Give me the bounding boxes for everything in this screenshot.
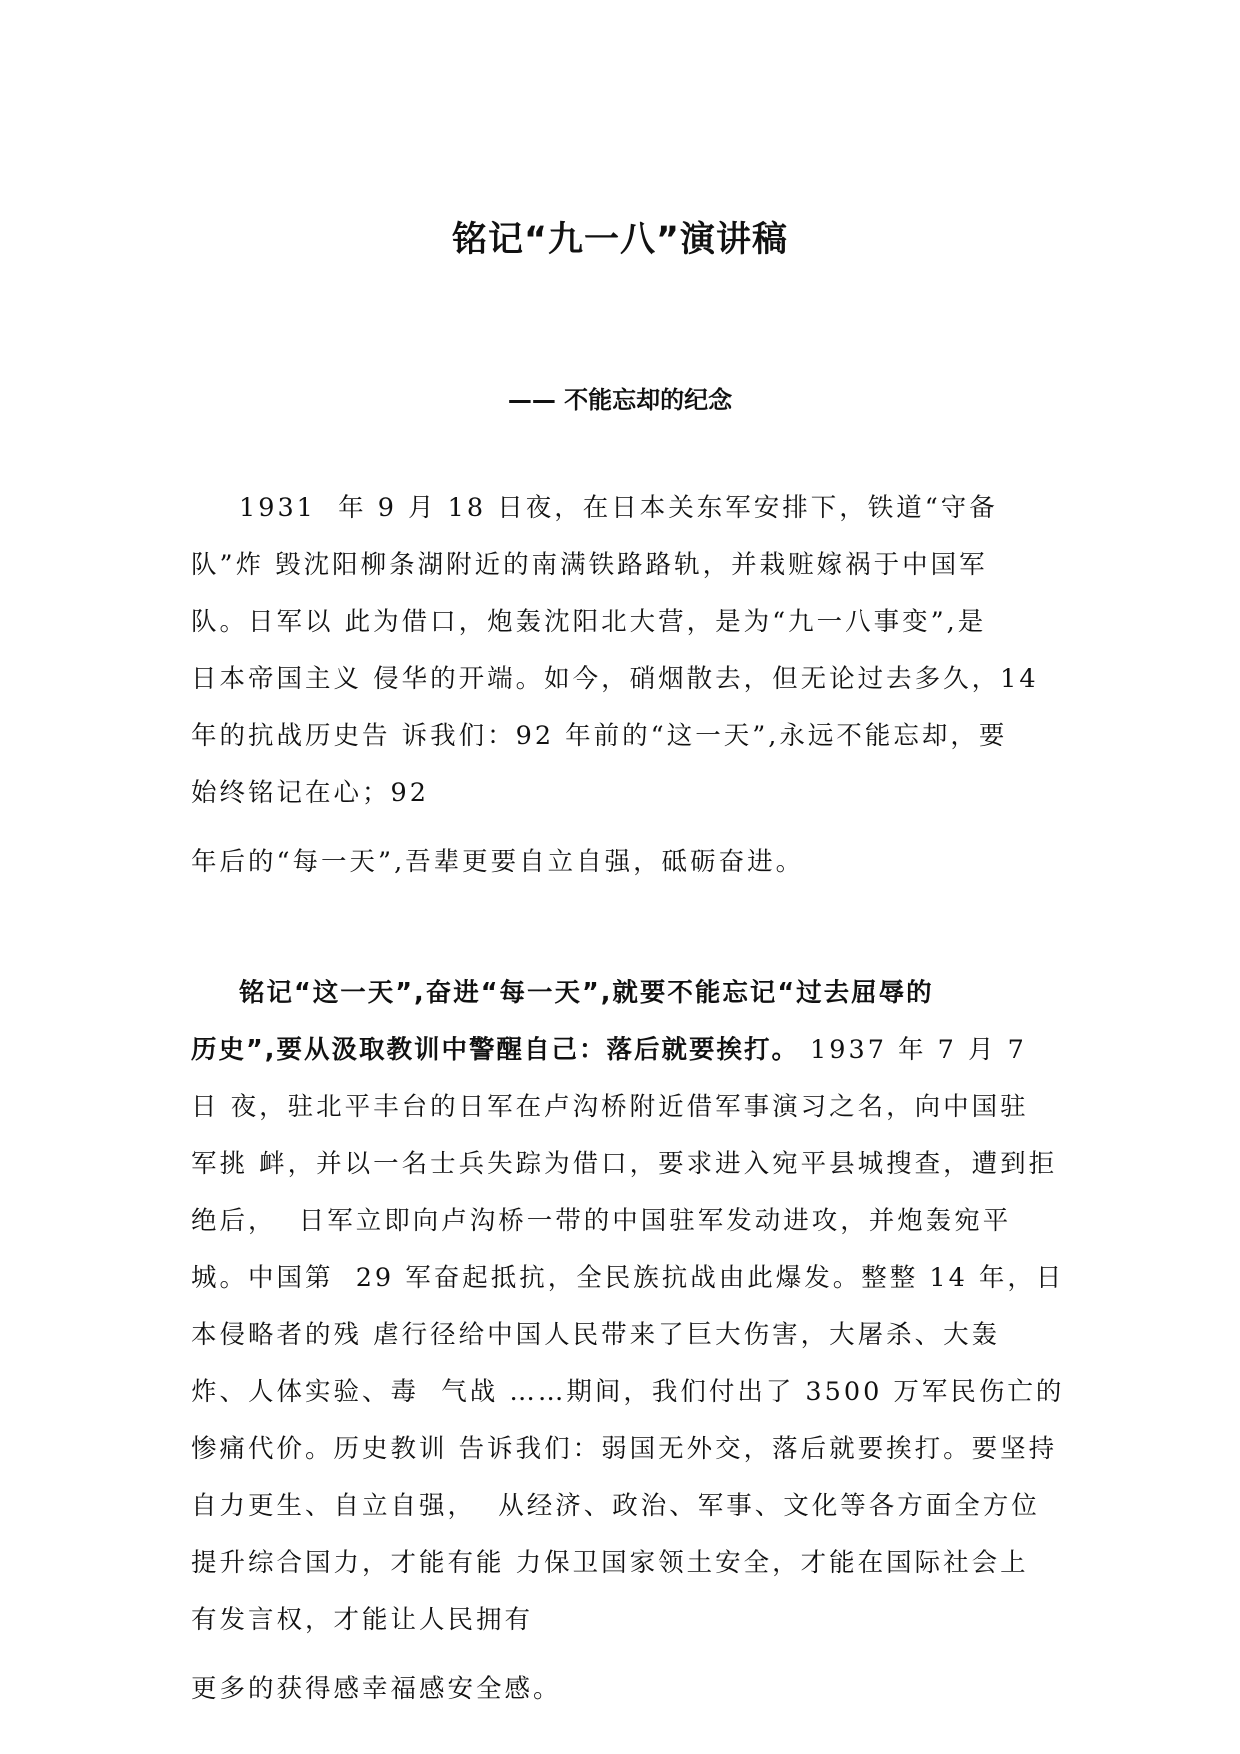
paragraph-line: 军挑 衅，并以一名士兵失踪为借口，要求进入宛平县城搜查，遭到拒 (191, 1149, 1058, 1179)
document-title: 铭记“九一八”演讲稿 (451, 220, 788, 260)
paragraph-text: 1937 年 7 月 7 (798, 1035, 1027, 1065)
paragraph-1-continuation (191, 834, 1061, 891)
paragraph-1 (191, 480, 1061, 822)
paragraph-line: 更多的获得感幸福感安全感。 (191, 1674, 562, 1704)
paragraph-line: 城。中国第 29 军奋起抵抗，全民族抗战由此爆发。整整 14 年，日 (191, 1263, 1065, 1293)
paragraph-line: 自力更生、自立自强， 从经济、政治、军事、文化等各方面全方位 (191, 1491, 1040, 1521)
paragraph-line: 提升综合国力，才能有能 力保卫国家领土安全，才能在国际社会上 (191, 1548, 1029, 1578)
paragraph-line: 年后的“每一天”,吾辈更要自立自强，砥砺奋进。 (191, 847, 805, 877)
paragraph-line: 惨痛代价。历史教训 告诉我们：弱国无外交，落后就要挨打。要坚持 (191, 1434, 1058, 1464)
paragraph-line: 日本帝国主义 侵华的开端。如今，硝烟散去，但无论过去多久，14 (191, 664, 1039, 694)
paragraph-line: 始终铭记在心；92 (191, 778, 429, 808)
paragraph-2-continuation (191, 1661, 1061, 1718)
paragraph-line: 有发言权，才能让人民拥有 (191, 1605, 534, 1635)
document-subtitle: —— 不能忘却的纪念 (507, 386, 733, 414)
paragraph-line: 炸、人体实验、毒 气战 ……期间，我们付出了 3500 万军民伤亡的 (191, 1377, 1065, 1407)
paragraph-2 (191, 965, 1065, 1649)
paragraph-line: 绝后， 日军立即向卢沟桥一带的中国驻军发动进攻，并炮轰宛平 (191, 1206, 1012, 1236)
paragraph-line: 年的抗战历史告 诉我们：92 年前的“这一天”,永远不能忘却，要 (191, 721, 1008, 751)
emphasis-line: 铭记“这一天”,奋进“每一天”,就要不能忘记“过去屈辱的 (239, 978, 934, 1008)
paragraph-line: 队”炸 毁沈阳柳条湖附近的南满铁路路轨，并栽赃嫁祸于中国军 (191, 550, 988, 580)
paragraph-line: 本侵略者的残 虐行径给中国人民带来了巨大伤害，大屠杀、大轰 (191, 1320, 1001, 1350)
paragraph-line: 日 夜，驻北平丰台的日军在卢沟桥附近借军事演习之名，向中国驻 (191, 1092, 1029, 1122)
paragraph-line: 1931 年 9 月 18 日夜，在日本关东军安排下，铁道“守备 (239, 493, 998, 523)
emphasis-text: 历史”,要从汲取教训中警醒自己：落后就要挨打。 (191, 1035, 799, 1065)
paragraph-line: 队。日军以 此为借口，炮轰沈阳北大营，是为“九一八事变”,是 (191, 607, 987, 637)
paragraph-line (191, 1022, 1061, 1079)
